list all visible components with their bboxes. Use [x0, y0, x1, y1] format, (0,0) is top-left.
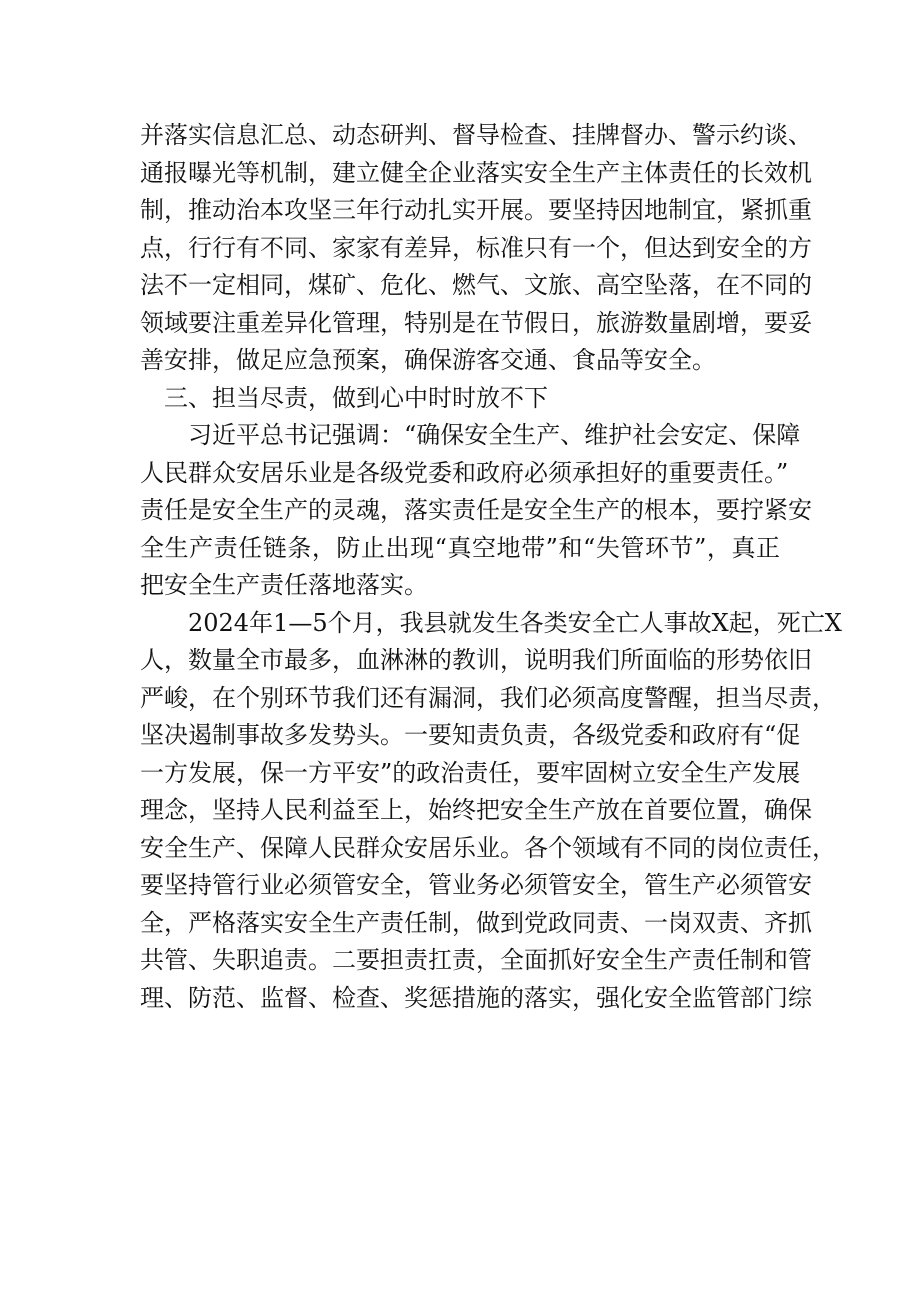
text-line: 2024年1—5个月，我县就发生各类安全亡人事故X起，死亡X [188, 608, 842, 637]
text-line: 通报曝光等机制，建立健全企业落实安全生产主体责任的长效机 [140, 158, 812, 187]
text-line: 责任是安全生产的灵魂，落实责任是安全生产的根本，要拧紧安 [140, 496, 812, 524]
document-body [140, 117, 842, 1017]
text-line: 坚决遏制事故多发势头。一要知责负责，各级党委和政府有“促 [140, 721, 801, 749]
text-line: 安全生产、保障人民群众安居乐业。各个领域有不同的岗位责任， [140, 833, 836, 862]
text-line: 要坚持管行业必须管安全，管业务必须管安全，管生产必须管安 [140, 871, 812, 899]
section-heading: 三、担当尽责，做到心中时时放不下 [164, 383, 548, 412]
text-line: 把安全生产责任落地落实。 [140, 571, 428, 599]
text-line: 点，行行有不同、家家有差异，标准只有一个，但达到安全的方 [140, 233, 812, 262]
text-line: 制，推动治本攻坚三年行动扎实开展。要坚持因地制宜，紧抓重 [140, 196, 812, 224]
text-line: 习近平总书记强调：“确保安全生产、维护社会安定、保障 [188, 421, 801, 449]
text-line: 全生产责任链条，防止出现“真空地带”和“失管环节”，真正 [140, 533, 780, 562]
text-line: 一方发展，保一方平安”的政治责任，要牢固树立安全生产发展 [140, 758, 801, 787]
text-line: 理念，坚持人民利益至上，始终把安全生产放在首要位置，确保 [140, 796, 812, 824]
text-line: 善安排，做足应急预案，确保游客交通、食品等安全。 [140, 346, 716, 374]
text-line: 人，数量全市最多，血淋淋的教训，说明我们所面临的形势依旧 [140, 646, 812, 674]
text-line: 理、防范、监督、检查、奖惩措施的落实，强化安全监管部门综 [140, 983, 812, 1012]
text-line: 领域要注重差异化管理，特别是在节假日，旅游数量剧增，要妥 [140, 308, 812, 337]
text-line: 严峻，在个别环节我们还有漏洞，我们必须高度警醒，担当尽责， [140, 683, 836, 712]
text-line: 共管、失职追责。二要担责扛责，全面抓好安全生产责任制和管 [140, 946, 812, 974]
text-line: 全，严格落实安全生产责任制，做到党政同责、一岗双责、齐抓 [140, 908, 812, 937]
text-line: 人民群众安居乐业是各级党委和政府必须承担好的重要责任。” [140, 458, 789, 487]
text-line: 法不一定相同，煤矿、危化、燃气、文旅、高空坠落，在不同的 [140, 271, 812, 299]
text-line: 并落实信息汇总、动态研判、督导检查、挂牌督办、警示约谈、 [140, 121, 812, 149]
